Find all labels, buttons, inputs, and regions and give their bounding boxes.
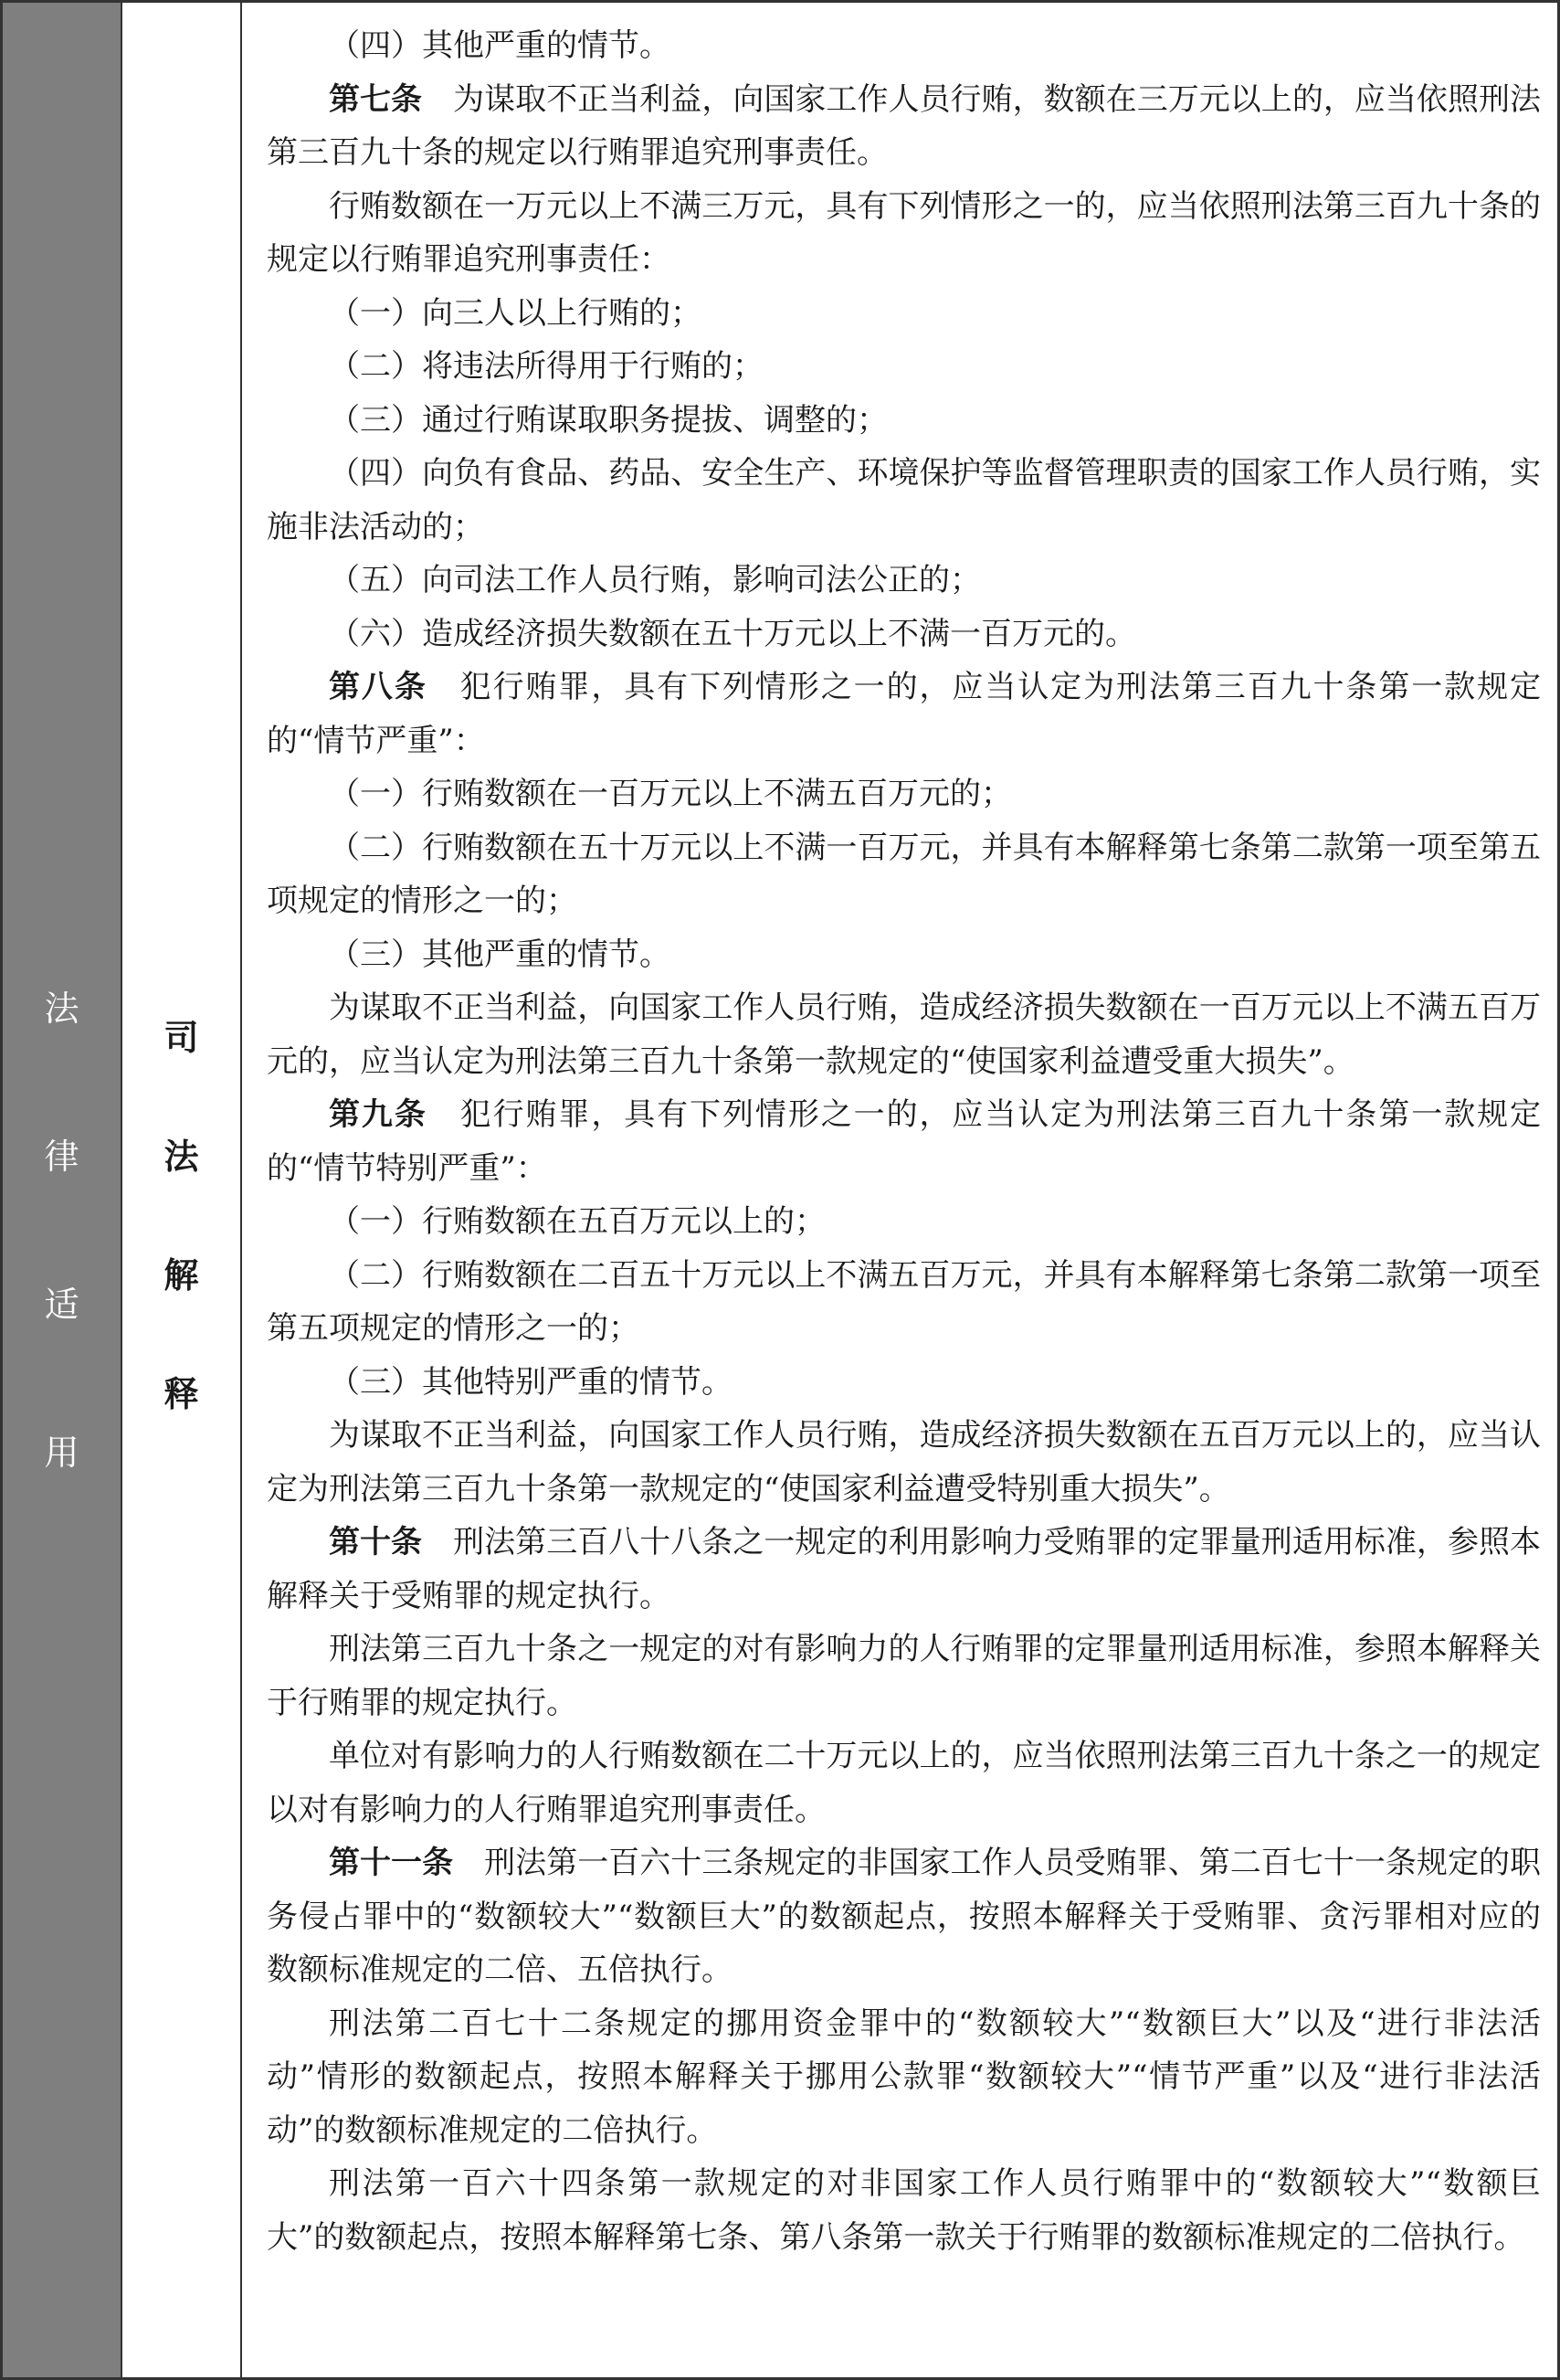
paragraph-text: 犯行贿罪，具有下列情形之一的，应当认定为刑法第三百九十条第一款规定的“情节特别严重”： <box>267 1096 1541 1187</box>
paragraph-text: （一）向三人以上行贿的； <box>329 294 701 332</box>
subcategory-char: 法 <box>163 1137 199 1177</box>
paragraph-text: （二）行贿数额在五十万元以上不满一百万元，并具有本解释第七条第二款第一项至第五项规定的情形之一的； <box>267 829 1541 919</box>
paragraph-text: 刑法第一百六十三条规定的非国家工作人员受贿罪、第二百七十一条规定的职务侵占罪中的“数额较大”“数额巨大”的数额起点，按照本解释关于受贿罪、贪污罪相对应的数额标准规定的二倍、五倍执行。 <box>267 1845 1542 1988</box>
paragraph <box>267 340 1541 394</box>
paragraph <box>267 821 1541 928</box>
paragraph-text: （三）其他严重的情节。 <box>329 936 670 973</box>
paragraph-text: 刑法第三百九十条之一规定的对有影响力的人行贿罪的定罪量刑适用标准，参照本解释关于行贿罪的规定执行。 <box>267 1631 1541 1721</box>
category-label <box>3 935 121 1527</box>
paragraph <box>267 608 1541 661</box>
paragraph <box>267 287 1541 341</box>
paragraph-text: 为谋取不正当利益，向国家工作人员行贿，数额在三万元以上的，应当依照刑法第三百九十条的规定以行贿罪追究刑事责任。 <box>267 80 1542 171</box>
paragraph <box>267 1249 1541 1356</box>
category-char: 适 <box>44 1285 79 1325</box>
paragraph-text: （六）造成经济损失数额在五十万元以上不满一百万元的。 <box>329 615 1136 652</box>
subcategory-char: 解 <box>163 1255 199 1296</box>
paragraph-text: （三）通过行贿谋取职务提拔、调整的； <box>329 401 888 439</box>
category-char: 律 <box>44 1137 79 1177</box>
paragraph <box>267 1623 1541 1729</box>
paragraph <box>267 981 1541 1088</box>
article-number: 第十一条 <box>329 1845 454 1881</box>
paragraph-text: （三）其他特别严重的情节。 <box>329 1363 733 1401</box>
paragraph <box>267 1356 1541 1410</box>
article-number: 第八条 <box>329 669 427 705</box>
paragraph-text: （一）行贿数额在一百万元以上不满五百万元的； <box>329 776 1012 812</box>
paragraph-text: （二）将违法所得用于行贿的； <box>329 348 764 385</box>
paragraph-text: 为谋取不正当利益，向国家工作人员行贿，造成经济损失数额在一百万元以上不满五百万元的，应当认定为刑法第三百九十条第一款规定的“使国家利益遭受重大损失”。 <box>267 989 1541 1080</box>
subcategory-column <box>122 3 242 2377</box>
paragraph <box>267 1729 1541 1836</box>
category-char: 法 <box>44 989 79 1029</box>
paragraph <box>267 447 1541 554</box>
content-column <box>242 3 1557 2377</box>
subcategory-char: 释 <box>163 1374 199 1414</box>
paragraph-text: （一）行贿数额在五百万元以上的； <box>329 1203 826 1240</box>
paragraph <box>267 1409 1541 1516</box>
category-column <box>3 3 122 2377</box>
paragraph-text: 为谋取不正当利益，向国家工作人员行贿，造成经济损失数额在五百万元以上的，应当认定为刑法第三百九十条第一款规定的“使国家利益遭受特别重大损失”。 <box>267 1417 1541 1507</box>
article-paragraph <box>267 1836 1541 1997</box>
article-paragraph <box>267 1088 1541 1195</box>
subcategory-char: 司 <box>163 1018 199 1058</box>
paragraph <box>267 1195 1541 1249</box>
paragraph-text: （二）行贿数额在二百五十万元以上不满五百万元，并具有本解释第七条第二款第一项至第五项规定的情形之一的； <box>267 1256 1541 1347</box>
paragraph <box>267 1997 1541 2158</box>
subcategory-label <box>122 978 240 1454</box>
paragraph-text: （五）向司法工作人员行贿，影响司法公正的； <box>329 562 981 598</box>
article-paragraph <box>267 1516 1541 1623</box>
article-number: 第十条 <box>329 1524 423 1560</box>
category-char: 用 <box>44 1433 79 1473</box>
article-number: 第九条 <box>329 1096 427 1133</box>
paragraph <box>267 767 1541 821</box>
paragraph <box>267 19 1541 73</box>
paragraph-text: （四）其他严重的情节。 <box>329 27 670 64</box>
paragraph <box>267 394 1541 448</box>
paragraph <box>267 554 1541 608</box>
paragraph-text: 行贿数额在一万元以上不满三万元，具有下列情形之一的，应当依照刑法第三百九十条的规定以行贿罪追究刑事责任： <box>267 187 1541 278</box>
paragraph-text: 刑法第二百七十二条规定的挪用资金罪中的“数额较大”“数额巨大”以及“进行非法活动”情形的数额起点，按照本解释关于挪用公款罪“数额较大”“情节严重”以及“进行非法活动”的数额标准规定的二倍执行。 <box>267 2004 1541 2149</box>
paragraph <box>267 928 1541 982</box>
paragraph-text: （四）向负有食品、药品、安全生产、环境保护等监督管理职责的国家工作人员行贿，实施非法活动的； <box>267 455 1541 545</box>
paragraph-text: 刑法第三百八十八条之一规定的利用影响力受贿罪的定罪量刑适用标准，参照本解释关于受贿罪的规定执行。 <box>267 1524 1542 1614</box>
paragraph-text: 单位对有影响力的人行贿数额在二十万元以上的，应当依照刑法第三百九十条之一的规定以对有影响力的人行贿罪追究刑事责任。 <box>267 1738 1541 1828</box>
paragraph-text: 犯行贿罪，具有下列情形之一的，应当认定为刑法第三百九十条第一款规定的“情节严重”： <box>267 669 1541 759</box>
article-paragraph <box>267 661 1541 767</box>
paragraph <box>267 180 1541 287</box>
paragraph-text: 刑法第一百六十四条第一款规定的对非国家工作人员行贿罪中的“数额较大”“数额巨大”的数额起点，按照本解释第七条、第八条第一款关于行贿罪的数额标准规定的二倍执行。 <box>267 2165 1541 2256</box>
article-paragraph <box>267 73 1541 180</box>
paragraph <box>267 2157 1541 2264</box>
article-number: 第七条 <box>329 80 423 118</box>
